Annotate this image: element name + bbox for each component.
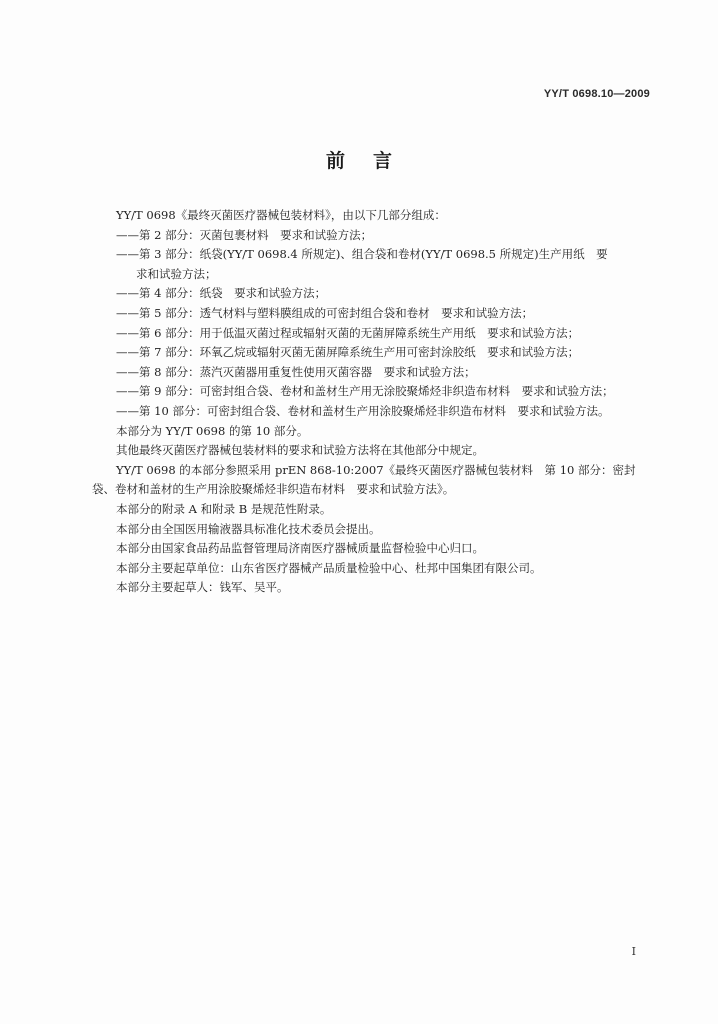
paragraph: 本部分的附录 A 和附录 B 是规范性附录。 [116,501,332,516]
paragraph: 本部分由全国医用输液器具标准化技术委员会提出。 [116,521,381,536]
list-item: ——第 9 部分：可密封组合袋、卷材和盖材生产用无涂胶聚烯烃非织造布材料 要求和试验方法； [116,384,614,399]
list-item: ——第 3 部分：纸袋(YY/T 0698.4 所规定)、组合袋和卷材(YY/T 0698.5 所规定)生产用纸 要 [116,247,608,262]
list-item: ——第 5 部分：透气材料与塑料膜组成的可密封组合袋和卷材 要求和试验方法； [116,305,534,320]
page-number: I [631,945,636,958]
paragraph: YY/T 0698 的本部分参照采用 prEN 868-10:2007《最终灭菌医疗器械包装材料 第 10 部分：密封 [116,462,636,477]
list-item: ——第 10 部分：可密封组合袋、卷材和盖材生产用涂胶聚烯烃非织造布材料 要求和试验方法。 [116,403,610,418]
paragraph: 袋、卷材和盖材的生产用涂胶聚烯烃非织造布材料 要求和试验方法》。 [92,482,455,497]
foreword-body [92,206,654,598]
paragraph: 本部分由国家食品药品监督管理局济南医疗器械质量监督检验中心归口。 [116,541,484,556]
paragraph: 求和试验方法； [136,266,217,281]
paragraph: 本部分主要起草单位：山东省医疗器械产品质量检验中心、杜邦中国集团有限公司。 [116,560,542,575]
list-item: ——第 7 部分：环氧乙烷或辐射灭菌无菌屏障系统生产用可密封涂胶纸 要求和试验方法； [116,345,580,360]
page-title: 前言 [325,150,420,172]
list-item: ——第 6 部分：用于低温灭菌过程或辐射灭菌的无菌屏障系统生产用纸 要求和试验方法； [116,325,580,340]
paragraph: 其他最终灭菌医疗器械包装材料的要求和试验方法将在其他部分中规定。 [116,443,484,458]
paragraph: 本部分为 YY/T 0698 的第 10 部分。 [116,423,309,438]
paragraph: YY/T 0698《最终灭菌医疗器械包装材料》，由以下几部分组成： [116,208,446,222]
paragraph: 本部分主要起草人：钱军、吴平。 [116,580,289,595]
standard-code: YY/T 0698.10—2009 [543,88,650,100]
list-item: ——第 4 部分：纸袋 要求和试验方法； [116,286,327,301]
list-item: ——第 2 部分：灭菌包裹材料 要求和试验方法； [116,227,373,242]
list-item: ——第 8 部分：蒸汽灭菌器用重复性使用灭菌容器 要求和试验方法； [116,364,476,379]
